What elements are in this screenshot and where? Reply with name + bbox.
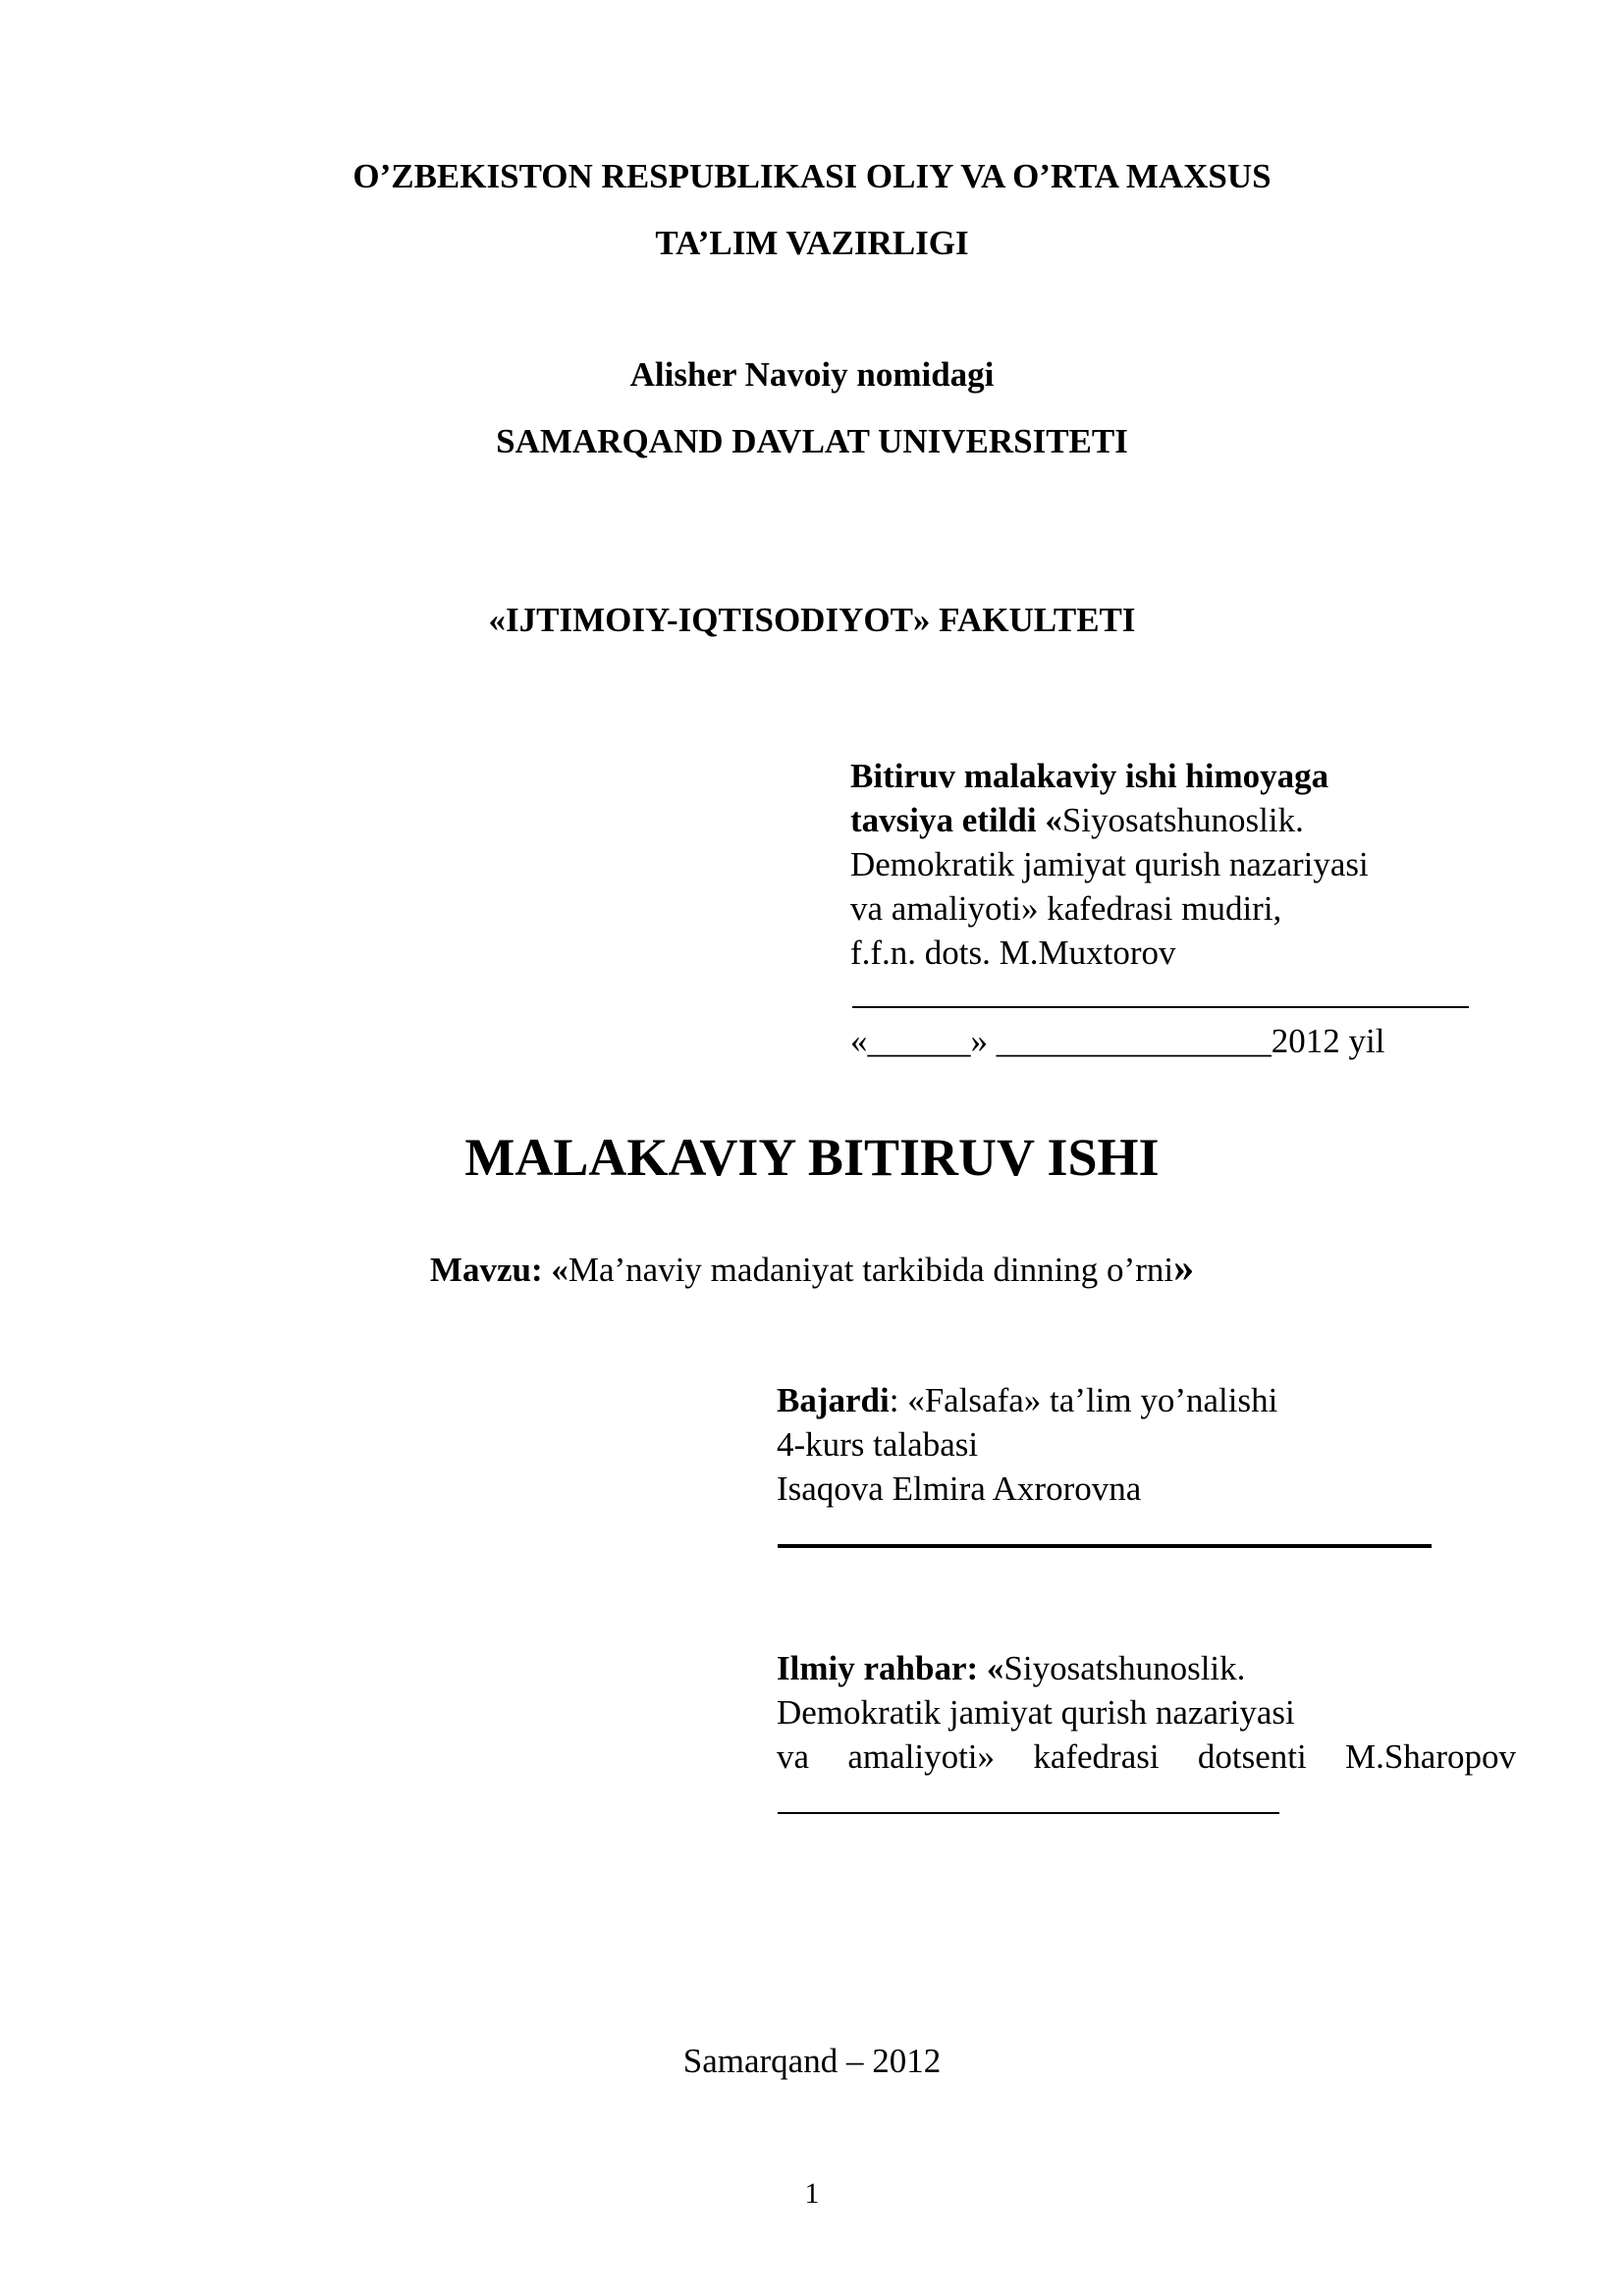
supervisor-signature-line <box>778 1812 1279 1814</box>
supervisor-line-1 <box>777 1646 1516 1690</box>
topic-label: Mavzu: « <box>429 1251 568 1289</box>
supervisor-word: va <box>777 1737 810 1776</box>
approval-line-2 <box>850 798 1479 842</box>
approval-signature-space <box>850 975 1479 1019</box>
performer-block <box>777 1378 1277 1511</box>
approval-signature-line <box>852 1006 1469 1008</box>
named-after: Alisher Navoiy nomidagi <box>629 355 995 394</box>
approval-line-4: va amaliyoti» kafedrasi mudiri, <box>850 889 1282 928</box>
approval-head-name: f.f.n. dots. M.Muxtorov <box>850 934 1176 972</box>
approval-department-start: Siyosatshunoslik. <box>1061 801 1304 839</box>
supervisor-word: M.Sharopov <box>1344 1737 1516 1776</box>
supervisor-department-start: Siyosatshunoslik. <box>1003 1649 1246 1687</box>
performer-label: Bajardi <box>777 1381 890 1419</box>
supervisor-word: kafedrasi <box>1033 1737 1160 1776</box>
approval-line-1: Bitiruv malakaviy ishi himoyaga <box>850 757 1329 795</box>
topic-line <box>0 1245 1624 1292</box>
supervisor-line-3 <box>777 1735 1516 1779</box>
approval-line-3: Demokratik jamiyat qurish nazariyasi <box>850 845 1369 883</box>
city-year: Samarqand – 2012 <box>682 2042 942 2080</box>
performer-course: 4-kurs talabasi <box>777 1425 979 1464</box>
topic-text: Ma’naviy madaniyat tarkibida dinning o’rni <box>568 1251 1174 1289</box>
performer-direction: : «Falsafa» ta’lim yo’nalishi <box>889 1381 1278 1419</box>
supervisor-line-2: Demokratik jamiyat qurish nazariyasi <box>777 1693 1295 1732</box>
supervisor-block <box>777 1646 1516 1779</box>
topic-close-quote: » <box>1173 1246 1195 1291</box>
university-name: SAMARQAND DAVLAT UNIVERSITETI <box>496 422 1128 460</box>
approval-recommended-label: tavsiya etildi « <box>850 801 1062 839</box>
ministry-line-1: O’ZBEKISTON RESPUBLIKASI OLIY VA O’RTA MAXSUS <box>352 157 1272 195</box>
approval-date-line: «______» ________________2012 yil <box>850 1022 1385 1060</box>
performer-line-1 <box>777 1378 1277 1422</box>
document-title: MALAKAVIY BITIRUV ISHI <box>464 1128 1160 1187</box>
supervisor-label: Ilmiy rahbar: « <box>777 1649 1004 1687</box>
performer-name: Isaqova Elmira Axrorovna <box>777 1469 1142 1508</box>
supervisor-word: dotsenti <box>1197 1737 1307 1776</box>
page-number: 1 <box>804 2177 820 2210</box>
ministry-line-2: TA’LIM VAZIRLIGI <box>655 224 969 262</box>
supervisor-word: amaliyoti» <box>847 1737 996 1776</box>
faculty-name: «IJTIMOIY-IQTISODIYOT» FAKULTETI <box>488 601 1136 639</box>
performer-signature-line <box>778 1544 1432 1548</box>
approval-block <box>850 754 1479 1063</box>
